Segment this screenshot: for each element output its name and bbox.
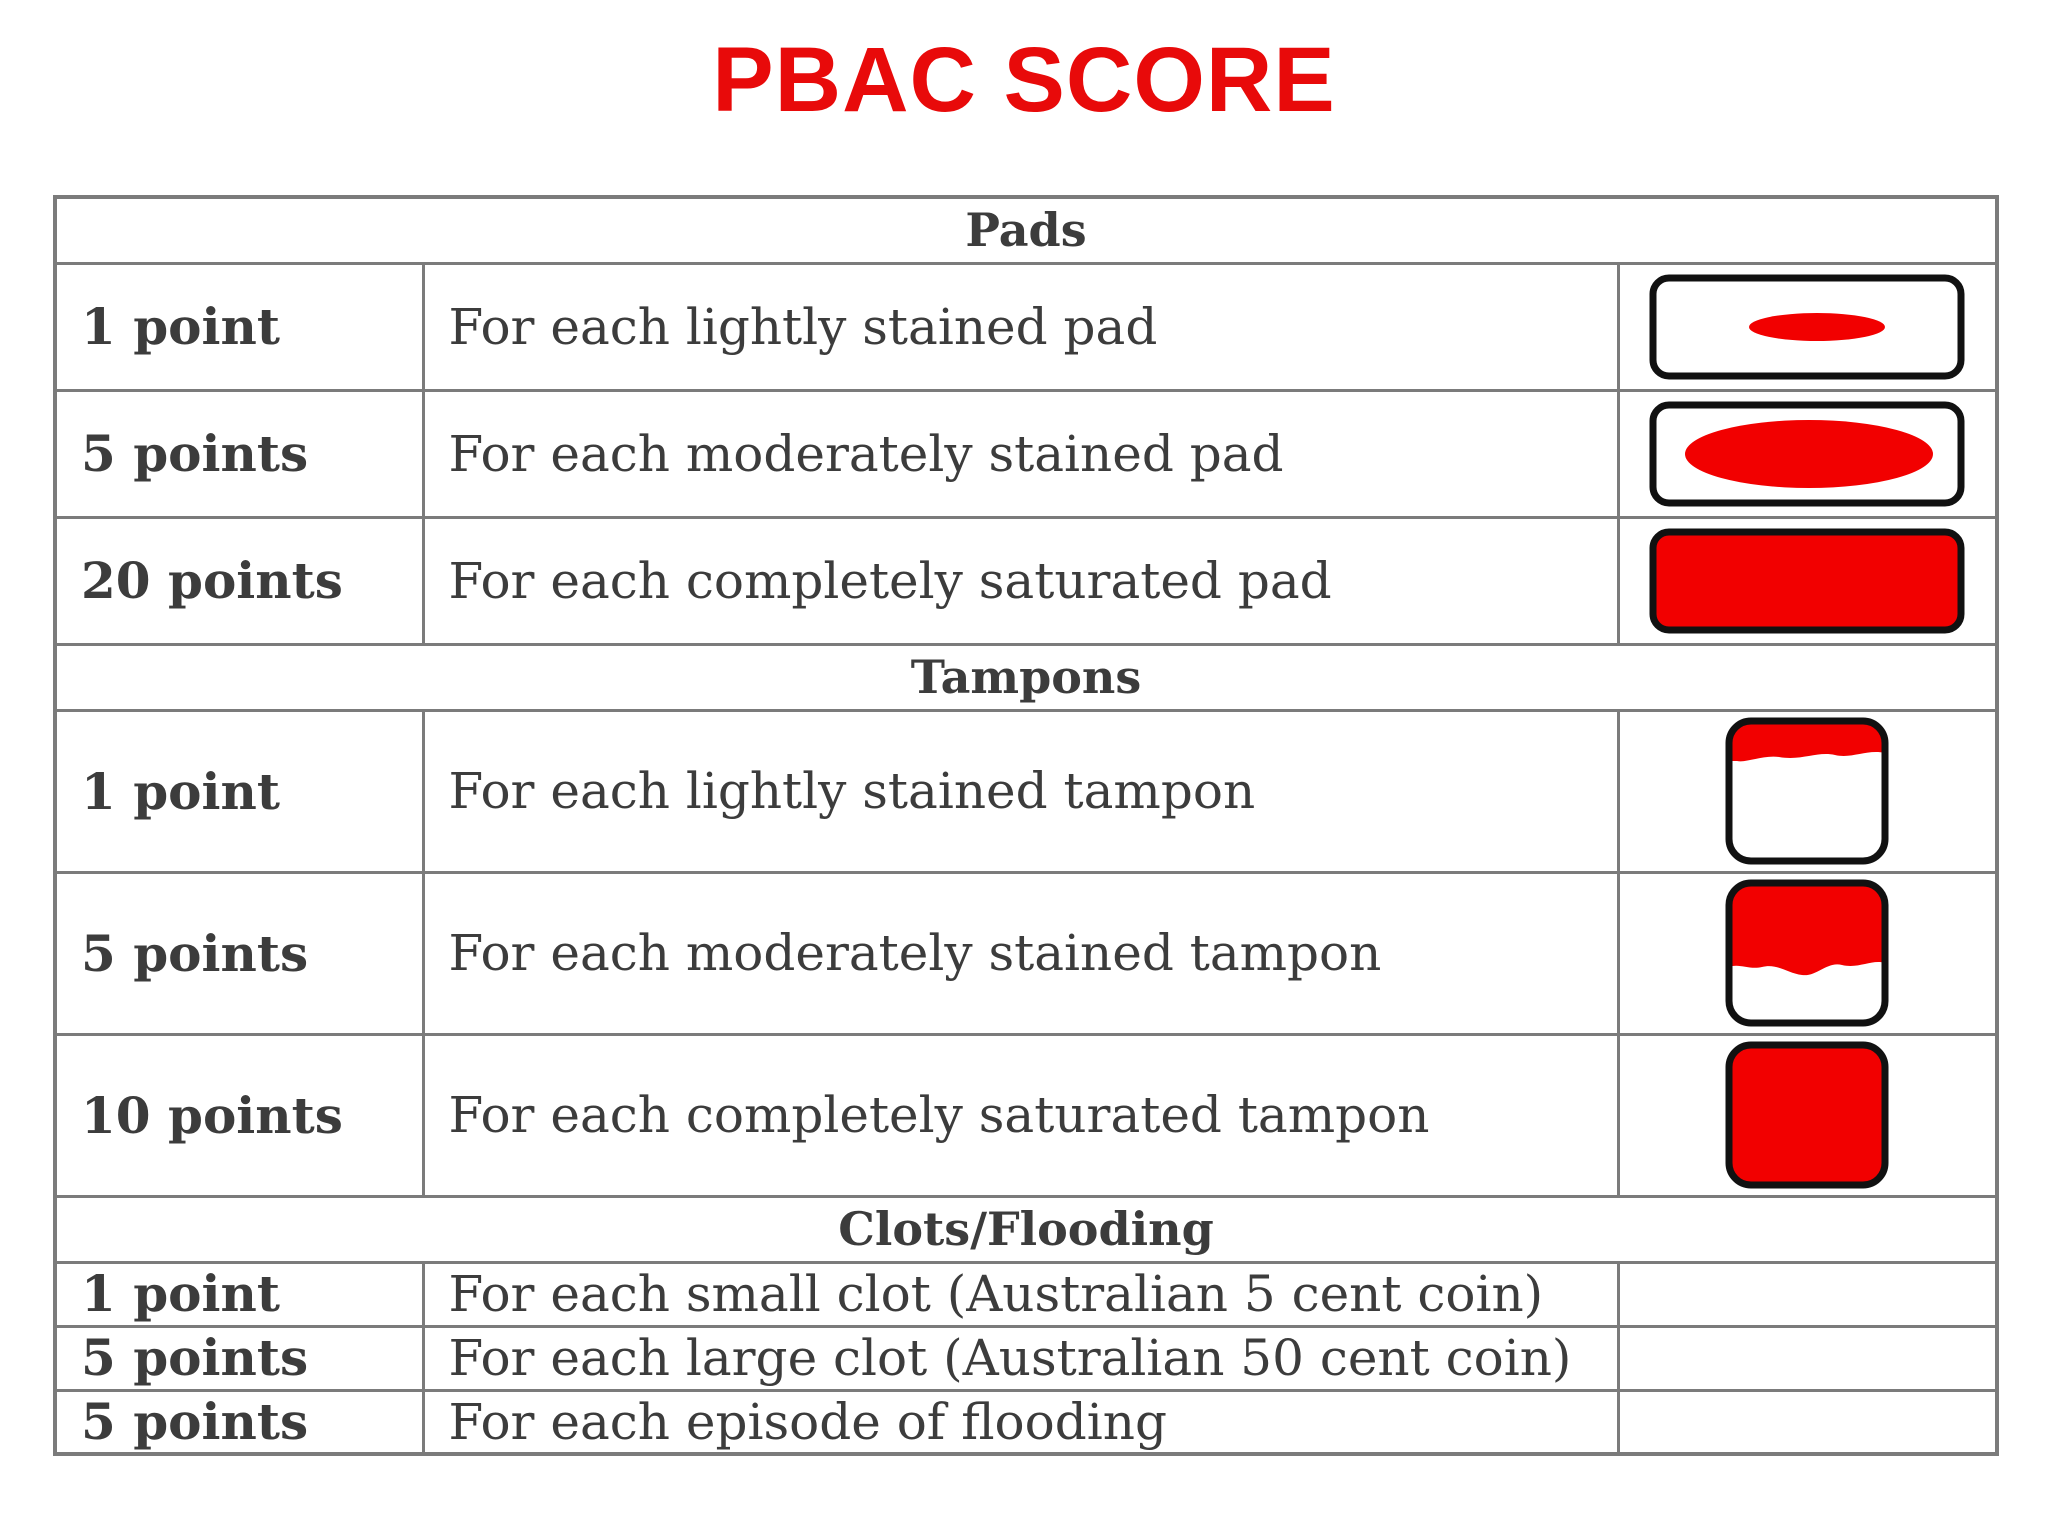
empty-icon-cell — [1618, 1390, 1997, 1454]
saturated-tampon-icon — [1717, 1039, 1897, 1191]
table-row — [55, 517, 1997, 644]
icon-cell — [1618, 872, 1997, 1034]
points-cell: 5 points — [55, 1390, 423, 1454]
table-row — [55, 1034, 1997, 1196]
description-cell: For each lightly stained pad — [423, 263, 1618, 390]
description-cell: For each completely saturated pad — [423, 517, 1618, 644]
description-cell: For each lightly stained tampon — [423, 710, 1618, 872]
points-cell: 10 points — [55, 1034, 423, 1196]
section-header-tampons — [55, 644, 1997, 710]
moderately-stained-pad-icon — [1647, 399, 1967, 509]
points-cell: 5 points — [55, 872, 423, 1034]
table-row — [55, 390, 1997, 517]
lightly-stained-tampon-icon — [1717, 715, 1897, 867]
moderately-stained-tampon-icon — [1717, 877, 1897, 1029]
icon-cell — [1618, 517, 1997, 644]
empty-icon-cell — [1618, 1326, 1997, 1390]
section-header-pads — [55, 197, 1997, 263]
icon-cell — [1618, 390, 1997, 517]
section-title: Pads — [55, 197, 1997, 263]
points-cell: 1 point — [55, 1262, 423, 1326]
table-row — [55, 872, 1997, 1034]
points-cell: 5 points — [55, 390, 423, 517]
page-title: PBAC SCORE — [712, 29, 1336, 131]
table-row — [55, 1326, 1997, 1390]
icon-cell — [1618, 263, 1997, 390]
description-cell: For each moderately stained pad — [423, 390, 1618, 517]
points-cell: 5 points — [55, 1326, 423, 1390]
section-title: Tampons — [55, 644, 1997, 710]
pbac-score-table — [53, 195, 1999, 1456]
table-row — [55, 1262, 1997, 1326]
table-row — [55, 710, 1997, 872]
points-cell: 20 points — [55, 517, 423, 644]
points-cell: 1 point — [55, 710, 423, 872]
description-cell: For each moderately stained tampon — [423, 872, 1618, 1034]
table-row — [55, 263, 1997, 390]
section-title: Clots/Flooding — [55, 1196, 1997, 1262]
description-cell: For each completely saturated tampon — [423, 1034, 1618, 1196]
saturated-pad-icon — [1647, 526, 1967, 636]
lightly-stained-pad-icon — [1647, 272, 1967, 382]
table-row — [55, 1390, 1997, 1454]
section-header-clots-flooding — [55, 1196, 1997, 1262]
empty-icon-cell — [1618, 1262, 1997, 1326]
points-cell: 1 point — [55, 263, 423, 390]
icon-cell — [1618, 1034, 1997, 1196]
description-cell: For each episode of flooding — [423, 1390, 1618, 1454]
icon-cell — [1618, 710, 1997, 872]
description-cell: For each small clot (Australian 5 cent coin) — [423, 1262, 1618, 1326]
description-cell: For each large clot (Australian 50 cent coin) — [423, 1326, 1618, 1390]
